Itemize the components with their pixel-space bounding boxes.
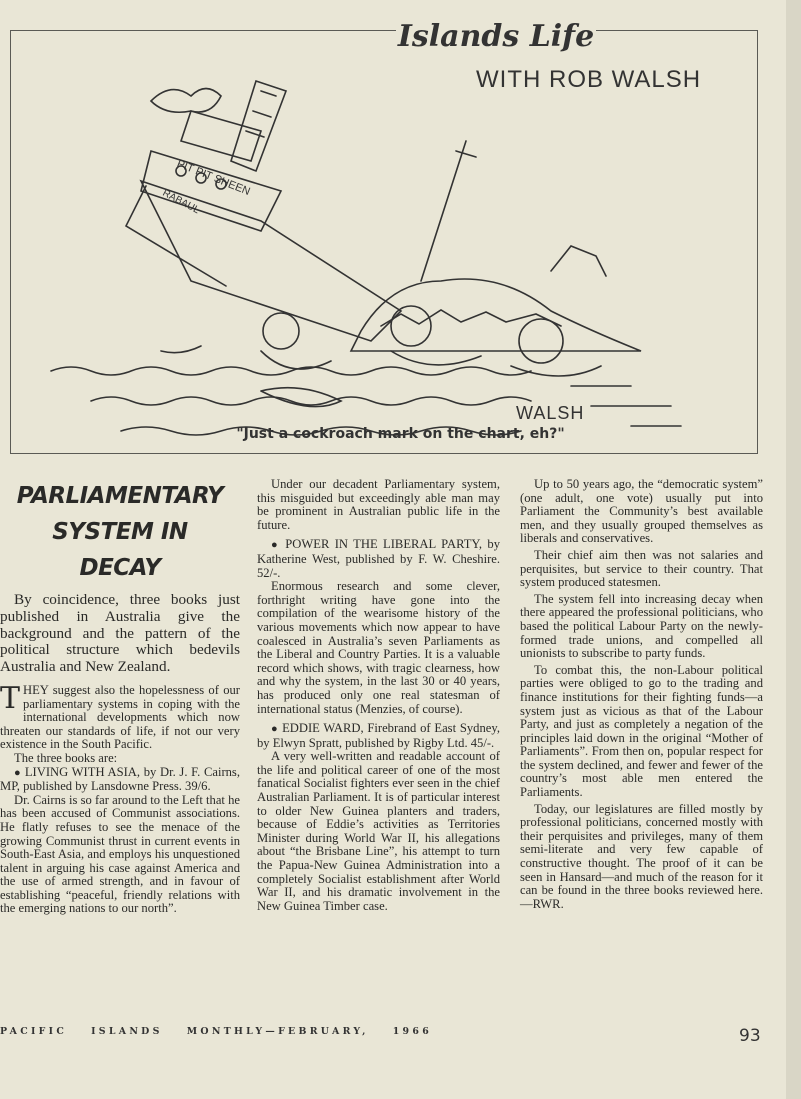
footer-word: PACIFIC — [0, 1026, 68, 1037]
footer-word: ISLANDS — [91, 1026, 163, 1037]
footer-word: 1966 — [392, 1026, 433, 1037]
footer-word: MONTHLY—FEBRUARY, — [186, 1026, 369, 1037]
article-intro: By coincidence, three books just published in Australia give the background and the pattern of the political structure which bedevils Australia and New Zealand. — [0, 591, 240, 676]
paragraph: The three books are: — [14, 750, 118, 765]
page-footer — [0, 1026, 801, 1037]
paragraph: A very well-written and readable account of the life and political career of one of the most fanatical Socialist fighters ever seen in the chief Australian Parliament. It is of particular interest to older New Guinea planters and traders, because of Eddie’s activities as Territories Minister during World War II, his allegations about “the Brisbane Line”, his attempt to turn the Papua-New Guinea Administration into a completely Socialist establishment after World War II, and his dramatic involvement in the New Guinea Timber case. — [257, 749, 500, 913]
ship-name-label: PIT PIT SHEEN — [175, 157, 252, 199]
ship-port-label: RABAUL — [160, 187, 202, 217]
drop-cap: T — [0, 680, 21, 716]
column-title: Islands Life — [396, 14, 596, 60]
paragraph: Up to 50 years ago, the “democratic system” (one adult, one vote) usually put into Parliament the Community’s best available men, and they usually grouped themselves as liberals and conservatives. — [520, 477, 763, 546]
headline-line-3: DECAY — [79, 555, 161, 581]
column-byline: WITH ROB WALSH — [476, 66, 702, 93]
article-headline — [0, 478, 240, 586]
page-number: 93 — [739, 1026, 761, 1046]
article-column-3 — [520, 478, 763, 911]
article-column-1 — [0, 478, 240, 916]
book-entry: ● POWER IN THE LIBERAL PARTY, by Katherine West, published by F. W. Cheshire. 52/-. — [257, 537, 500, 580]
paragraph: THEY suggest also the hopelessness of our parliamentary systems in coping with the international developments which now threaten our standards of life, if not our very existence in the South Pacific. — [0, 680, 240, 752]
page-edge — [786, 0, 801, 1099]
paragraph: Their chief aim then was not salaries and perquisites, but service to their country. That system produced statesmen. — [520, 547, 763, 590]
book-entry: ● EDDIE WARD, Firebrand of East Sydney, by Elwyn Spratt, published by Rigby Ltd. 45/-. — [257, 721, 500, 750]
bullet-icon: ● — [14, 766, 22, 779]
cartoon-caption: "Just a cockroach mark on the chart, eh?" — [236, 426, 565, 442]
paragraph: Today, our legislatures are filled mostly by professional politicians, concerned mostly with their perquisites and privileges, many of them semi-literate and very few capable of constructive thought. The proof of it can be seen in Hansard—and much of the reason for it can be found in the three books reviewed here.—RWR. — [520, 801, 763, 911]
paragraph: To combat this, the non-Labour political parties were obliged to go to the trading and finance institutions for their fighting funds—a system just as vicious as that of the Labour Party, and just as completely a negation of the principles laid down in the original “Mother of Parliaments”. From then on, popular respect for the system declined, and fewer and fewer of the country’s most able men entered the Parliaments. — [520, 662, 763, 800]
headline-line-1: PARLIAMENTARY — [16, 483, 224, 509]
bullet-icon: ● — [271, 539, 280, 552]
paragraph: Dr. Cairns is so far around to the Left that he has been accused of Communist associations. He flatly refuses to see the menace of the growing Communist thrust in current events in South-East Asia, and employs his unquestioned talent in arguing his case against America and the use of armed strength, and in favour of establishing “peaceful, friendly relations with the emerging nations to our north”. — [0, 792, 240, 916]
article-column-2 — [257, 478, 500, 913]
headline-line-2: SYSTEM IN — [52, 519, 188, 545]
paragraph: Enormous research and some clever, forthright writing have gone into the compilation of the wearisome history of the various movements which now appear to have coalesced in Australia’s seven Parliaments as the Liberal and Country Parties. It is a valuable record which shows, with tragic clearness, how and why the system, in the last 30 or 40 years, has produced only one real statesman of international status (Menzies, of course). — [257, 579, 500, 716]
book-entry: ● LIVING WITH ASIA, by Dr. J. F. Cairns, MP, published by Lansdowne Press. 39/6. — [0, 764, 240, 794]
paragraph: The system fell into increasing decay when there appeared the professional politicians, who based the political Labour Party on the newly-formed trade unions, and compelled all unionists to subscribe to party funds. — [520, 591, 763, 661]
cartoon-illustration — [31, 71, 731, 451]
paragraph: Under our decadent Parliamentary system, this misguided but exceedingly able man may be prominent in Australian public life in the future. — [257, 477, 500, 532]
bullet-icon: ● — [271, 723, 279, 736]
cartoon-signature: WALSH — [516, 403, 585, 423]
